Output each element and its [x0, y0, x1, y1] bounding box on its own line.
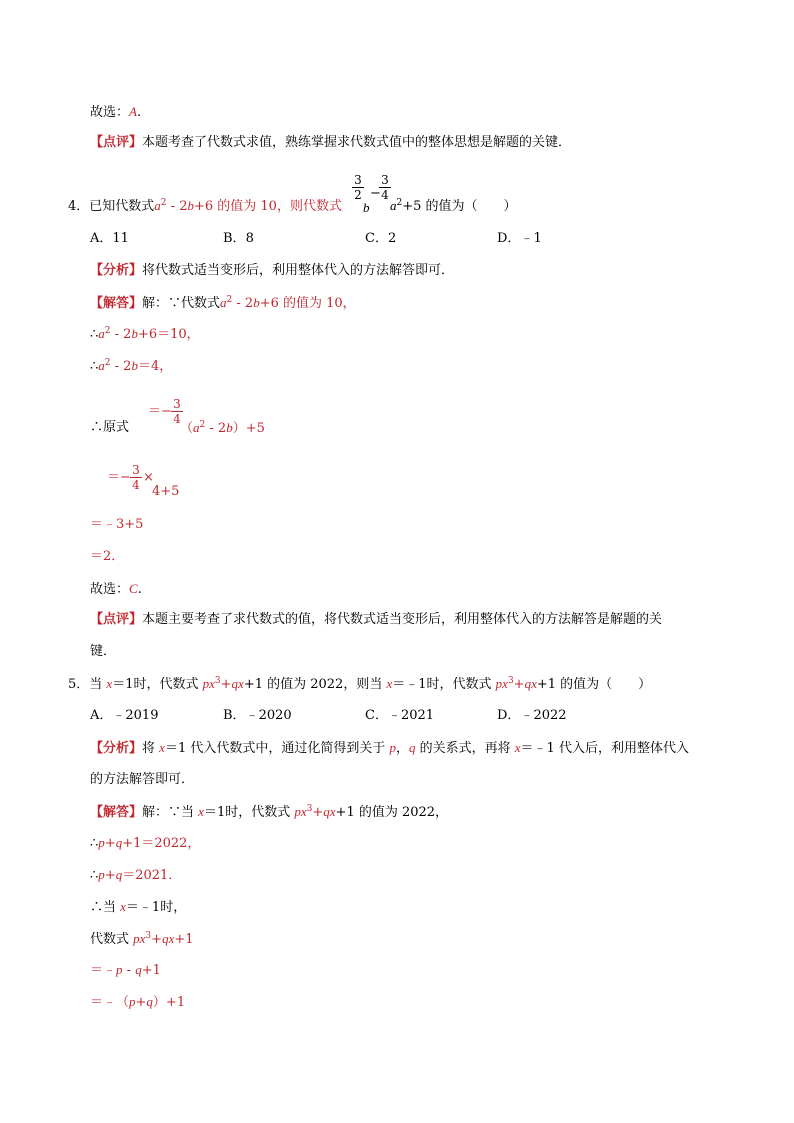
solution-text: 解：∵当	[142, 805, 199, 820]
exponent: 2	[104, 358, 111, 368]
option-label: C．	[365, 231, 388, 246]
term-qx: qx	[162, 931, 175, 946]
answer-suffix: .	[137, 582, 142, 597]
q5-option-c	[365, 708, 434, 724]
option-label: C．	[365, 708, 388, 723]
q4-step-3-expr	[180, 420, 265, 437]
exponent: 2	[396, 198, 403, 208]
analysis-tag: 【分析】	[90, 741, 143, 756]
therefore: ∴	[90, 868, 99, 883]
q5-step-4	[90, 931, 194, 948]
expr-part: +6 的值为 10，则代数式	[193, 199, 342, 214]
q4-solution-intro	[90, 295, 356, 312]
expr-part: ）+1	[152, 995, 186, 1010]
stem-text: +1 的值为 2022，则当	[243, 677, 387, 692]
q5-stem	[68, 676, 651, 693]
answer-prefix: 故选：	[90, 105, 130, 120]
times-sign: ×	[143, 470, 154, 485]
exponent: 3	[306, 804, 313, 814]
var-x: x	[120, 899, 126, 914]
stem-text: 已知代数式	[89, 199, 155, 214]
analysis-text: ＝﹣1 代入后，利用整体代入	[520, 741, 689, 756]
var-x: x	[159, 740, 165, 755]
q4-step-3-equals: ＝−	[148, 404, 172, 419]
plus: +	[312, 805, 324, 820]
fraction-denominator: 4	[132, 478, 140, 492]
plus: +	[135, 995, 147, 1010]
solution-text: +1 的值为 2022，	[335, 805, 449, 820]
analysis-text: ，	[395, 741, 409, 756]
comment-text: 本题主要考查了求代数式的值，将代数式适当变形后，利用整体代入的方法解答是解题的关	[142, 612, 663, 627]
term-px: px	[202, 676, 215, 691]
q4-step-4-equals: ＝−	[107, 470, 131, 485]
stem-text: 当	[89, 677, 107, 692]
var-a: a	[390, 198, 397, 213]
expr-part: +1	[174, 932, 194, 947]
q5-step-6	[90, 994, 185, 1011]
question-number: 4．	[68, 199, 90, 214]
solution-tag: 【解答】	[90, 805, 143, 820]
q4-step-4-fraction	[130, 464, 142, 491]
analysis-tag: 【分析】	[90, 263, 143, 278]
solution-tag: 【解答】	[90, 296, 143, 311]
term-px: px	[495, 676, 508, 691]
option-value: 11	[112, 231, 129, 246]
var-q: q	[146, 994, 153, 1009]
therefore: ∴	[90, 327, 99, 342]
expr-part: +6＝10，	[137, 327, 200, 342]
q5-option-a	[90, 708, 158, 724]
expr-label: 代数式	[90, 932, 134, 947]
var-p: p	[129, 994, 136, 1009]
fraction-denominator: 4	[381, 188, 389, 202]
term-qx: qx	[524, 676, 537, 691]
option-value: ﹣2019	[112, 708, 159, 723]
option-label: D．	[497, 708, 521, 723]
var-a: a	[98, 326, 105, 341]
q4-option-d	[497, 231, 542, 247]
solution-text: 解：∵代数式	[142, 296, 221, 311]
exponent: 3	[214, 676, 221, 686]
fraction-numerator: 3	[173, 397, 181, 411]
expr-part: +1	[141, 963, 161, 978]
therefore: ∴	[90, 359, 99, 374]
var-b: b	[226, 420, 233, 435]
expr-part: - 2	[110, 359, 132, 374]
answer-choice: C	[129, 581, 138, 596]
option-value: ﹣1	[520, 231, 542, 246]
q4-stem-fraction-2	[379, 174, 391, 201]
var-a: a	[154, 198, 161, 213]
var-p: p	[98, 835, 105, 850]
exponent: 3	[507, 676, 514, 686]
var-a: a	[193, 420, 200, 435]
q5-analysis-line-2: 的方法解答即可．	[90, 772, 195, 787]
option-value: ﹣2022	[520, 708, 567, 723]
var-x: x	[514, 740, 521, 755]
q4-step-2	[90, 358, 172, 375]
exponent: 2	[199, 420, 206, 430]
expr-part: - 2	[205, 421, 227, 436]
option-label: B．	[223, 231, 246, 246]
q4-option-a	[90, 231, 129, 247]
paren-open: （	[180, 421, 194, 436]
therefore: ∴	[90, 836, 99, 851]
expr-part: ＝﹣	[90, 963, 117, 978]
option-label: A．	[90, 708, 113, 723]
var-p: p	[98, 867, 105, 882]
fraction-numerator: 3	[132, 463, 140, 477]
comment-tag: 【点评】	[90, 612, 143, 627]
exponent: 2	[104, 326, 111, 336]
q4-option-b	[223, 231, 254, 247]
plus: +	[513, 677, 525, 692]
expr-part: ）+5	[232, 421, 265, 436]
fraction-numerator: 3	[381, 173, 389, 187]
var-p: p	[116, 962, 123, 977]
q4-stem-fraction-1	[352, 174, 364, 201]
analysis-text: 将代数式适当变形后，利用整体代入的方法解答即可．	[142, 263, 455, 278]
option-label: D．	[497, 231, 521, 246]
expr-part: ＝﹣（	[90, 995, 130, 1010]
option-label: B．	[223, 708, 246, 723]
option-value: ﹣2020	[245, 708, 292, 723]
q4-comment-line-2: 键．	[90, 644, 117, 659]
var-q: q	[409, 740, 416, 755]
q5-step-2	[90, 867, 181, 884]
question-number: 5．	[68, 677, 90, 692]
q5-option-d	[497, 708, 567, 724]
expr-part: ＝4，	[137, 359, 173, 374]
expr-part: ＝﹣1时，	[125, 900, 187, 915]
q4-step-1	[90, 326, 200, 343]
option-value: ﹣2021	[387, 708, 435, 723]
plus: +	[104, 836, 116, 851]
term-qx: qx	[323, 804, 336, 819]
var-b: b	[131, 326, 138, 341]
plus: +	[104, 868, 116, 883]
stem-text: +5 的值为（ ）	[402, 199, 517, 214]
option-value: 8	[245, 231, 254, 246]
analysis-text: 的关系式，再将	[415, 741, 515, 756]
var-x: x	[106, 676, 113, 691]
expr-part: -	[122, 963, 136, 978]
comment-tag: 【点评】	[90, 135, 143, 150]
answer-suffix: .	[136, 105, 142, 120]
q4-option-c	[365, 231, 396, 247]
analysis-text: 将	[142, 741, 160, 756]
q4-step-3-label: ∴原式	[90, 420, 130, 435]
analysis-text: ＝1 代入代数式中，通过化简得到关于	[164, 741, 390, 756]
var-b: b	[363, 200, 370, 215]
term-px: px	[294, 804, 307, 819]
q4-analysis	[90, 263, 454, 279]
q4-step-5: ＝﹣3+5	[90, 517, 144, 532]
expr-part: - 2	[232, 296, 254, 311]
q5-step-3	[90, 899, 186, 916]
var-x: x	[198, 804, 204, 819]
var-b: b	[131, 358, 138, 373]
exponent: 2	[160, 198, 167, 208]
q4-stem-end	[390, 198, 517, 215]
solution-text: ＝1时，代数式	[203, 805, 295, 820]
var-b: b	[253, 295, 260, 310]
expr-part: +6 的值为 10，	[259, 296, 356, 311]
q3-comment-line	[90, 135, 571, 151]
option-label: A．	[90, 231, 113, 246]
q4-comment-line-1	[90, 612, 662, 628]
stem-text: ＝﹣1时，代数式	[392, 677, 496, 692]
fraction-numerator: 3	[354, 173, 362, 187]
var-q: q	[115, 835, 123, 850]
expr-part: - 2	[166, 199, 188, 214]
comment-text: 本题考查了代数式求值，熟练掌握求代数式值中的整体思想是解题的关键．	[142, 135, 572, 150]
therefore: ∴当	[90, 900, 121, 915]
var-p: p	[389, 740, 396, 755]
var-q: q	[135, 962, 142, 977]
q5-step-5	[90, 962, 161, 979]
q5-option-b	[223, 708, 292, 724]
answer-choice: A	[129, 104, 137, 119]
var-b: b	[187, 198, 194, 213]
var-a: a	[220, 295, 227, 310]
q3-answer-line	[90, 104, 141, 121]
var-x: x	[386, 676, 393, 691]
term-qx: qx	[231, 676, 244, 691]
var-q: q	[115, 867, 123, 882]
var-a: a	[98, 358, 105, 373]
stem-text: +1 的值为（ ）	[536, 677, 652, 692]
plus: +	[151, 932, 163, 947]
exponent: 2	[226, 295, 233, 305]
fraction-denominator: 4	[173, 412, 181, 426]
expr-part: +1＝2022，	[122, 836, 201, 851]
q4-step-4-rest: 4+5	[152, 484, 180, 499]
q5-analysis-line-1	[90, 740, 689, 757]
stem-text: ＝1时，代数式	[112, 677, 203, 692]
option-value: 2	[387, 231, 397, 246]
q4-step-6: ＝2．	[90, 549, 125, 564]
term-px: px	[133, 931, 146, 946]
exponent: 3	[145, 931, 152, 941]
q5-solution-intro	[90, 804, 448, 821]
q5-step-1	[90, 835, 200, 852]
q4-stem	[68, 198, 342, 215]
plus: +	[220, 677, 232, 692]
minus-sign: −	[370, 186, 381, 201]
expr-part: - 2	[110, 327, 132, 342]
q4-answer-line	[90, 581, 142, 598]
answer-prefix: 故选：	[90, 582, 130, 597]
expr-part: ＝2021．	[122, 868, 182, 883]
fraction-denominator: 2	[354, 188, 362, 202]
